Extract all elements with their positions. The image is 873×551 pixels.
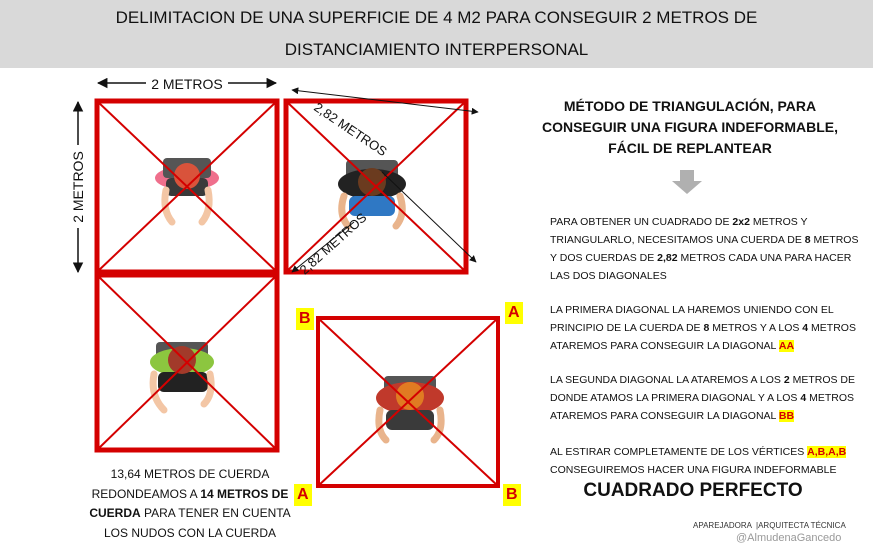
vertex-a-bottom-left: A (294, 484, 312, 506)
vertex-a-top-right: A (505, 302, 523, 324)
square-bottom-left (97, 275, 277, 450)
author-credit: APAREJADORA |ARQUITECTA TÉCNICA (693, 521, 846, 530)
instruction-step-1: PARA OBTENER UN CUADRADO DE 2x2 METROS Y TRIANGULARLO, NECESITAMOS UNA CUERDA DE 8 METROS Y DOS CUERDAS DE 2,82 METROS CADA UNA PARA HACER LAS DOS DIAGONALES (550, 216, 859, 282)
result-heading: CUADRADO PERFECTO (583, 480, 803, 501)
square-bottom-right (318, 318, 498, 486)
person-bottom-right-icon (376, 376, 444, 440)
width-label: 2 METROS (151, 76, 223, 92)
height-label: 2 METROS (70, 151, 86, 223)
person-top-left-icon (155, 158, 219, 222)
diagonal-label-bottom: 2,82 METROS (296, 209, 370, 278)
vertex-b-bottom-right: B (503, 484, 521, 506)
diagonal-label-top: 2,82 METROS (311, 99, 390, 160)
author-handle: @AlmudenaGancedo (736, 532, 842, 544)
rope-length-note: 13,64 METROS DE CUERDA REDONDEAMOS A 14 METROS DE CUERDA PARA TENER EN CUENTA LOS NUDOS CON LA CUERDA (89, 467, 291, 540)
vertex-b-top-left: B (296, 308, 314, 330)
title-line-1: DELIMITACION DE UNA SUPERFICIE DE 4 M2 PARA CONSEGUIR 2 METROS DE (115, 8, 758, 27)
title-line-2: DISTANCIAMIENTO INTERPERSONAL (284, 40, 589, 59)
title-banner (0, 0, 873, 68)
square-top-left (97, 101, 277, 272)
down-arrow-icon (672, 170, 702, 194)
instruction-step-2: LA PRIMERA DIAGONAL LA HAREMOS UNIENDO CON EL PRINCIPIO DE LA CUERDA DE 8 METROS Y A LOS 4 METROS ATAREMOS PARA CONSEGUIR LA DIAGONAL AA (550, 304, 856, 352)
instruction-step-3: LA SEGUNDA DIAGONAL LA ATAREMOS A LOS 2 METROS DE DONDE ATAMOS LA PRIMERA DIAGONAL Y A LOS 4 METROS ATAREMOS PARA CONSEGUIR LA DIAGONAL BB (550, 374, 855, 422)
person-bottom-left-icon (150, 342, 214, 410)
square-top-right (286, 101, 466, 272)
person-top-right-icon (338, 160, 406, 226)
diagonal-arrow-right (382, 172, 476, 262)
method-title: MÉTODO DE TRIANGULACIÓN, PARA CONSEGUIR UNA FIGURA INDEFORMABLE, FÁCIL DE REPLANTEAR (541, 98, 839, 156)
instruction-step-4: AL ESTIRAR COMPLETAMENTE DE LOS VÉRTICES A,B,A,B CONSEGUIREMOS HACER UNA FIGURA INDEFORMABLE (550, 446, 847, 476)
